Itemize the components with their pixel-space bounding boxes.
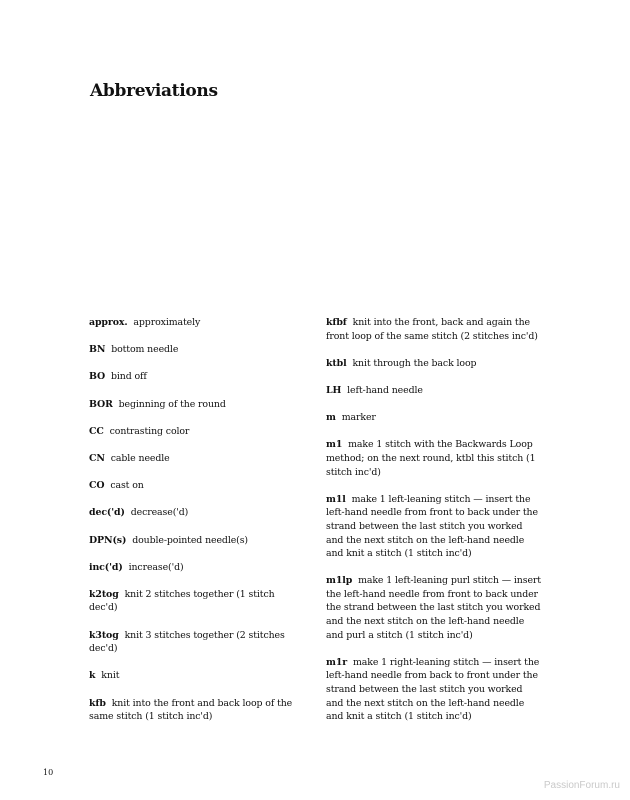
abbreviation-entry [326,384,541,398]
abbreviation-term: CN [89,452,105,464]
abbreviation-definition: knit 3 stitches together (2 stitches dec'd) [89,629,285,655]
abbreviation-entry [89,588,304,615]
abbreviation-definition: make 1 left-leaning stitch — insert the left-hand needle from front to back under the strand between the last stitch you worked and the next stitch on the left-hand needle and knit a stitch (1 stitch inc'd) [326,493,538,560]
abbreviation-term: m [326,412,336,424]
abbreviation-entry [326,574,541,642]
abbreviation-definition: decrease('d) [130,507,189,519]
abbreviation-entry [326,438,541,479]
abbreviation-term: m1 [326,439,343,451]
abbreviation-definition: increase('d) [128,561,184,573]
abbreviation-entry [89,316,304,330]
abbreviation-definition: knit into the front, back and again the front loop of the same stitch (2 stitches inc'd) [326,317,538,342]
abbreviation-definition: bind off [110,371,147,383]
abbreviation-definition: approximately [133,317,201,328]
page-title: Abbreviations [90,81,218,101]
abbreviation-term: DPN(s) [89,534,127,546]
abbreviation-definition: make 1 right-leaning stitch — insert the left-hand needle from back to front under the strand between the last stitch you worked and the next stitch on the left-hand needle and knit a stitch (1 stitch inc'd) [326,656,540,723]
abbreviation-term: BO [89,371,106,383]
abbreviation-entry [326,411,541,425]
abbreviation-entry [89,343,304,357]
abbreviations-left-column [89,316,304,737]
abbreviation-term: m1lp [326,575,353,587]
abbreviations-right-column [326,316,541,737]
abbreviation-entry [89,669,304,683]
abbreviation-term: BN [89,344,106,356]
abbreviation-definition: double-pointed needle(s) [132,534,248,546]
abbreviation-entry [89,425,304,439]
abbreviation-term: k [89,670,96,682]
abbreviation-term: k3tog [89,629,119,641]
abbreviation-term: CO [89,480,105,492]
abbreviation-term: CC [89,425,104,437]
abbreviation-definition: cable needle [110,452,170,464]
abbreviation-definition: knit into the front and back loop of the same stitch (1 stitch inc'd) [89,697,293,723]
abbreviation-definition: make 1 stitch with the Backwards Loop method; on the next round, ktbl this stitch (1 stitch inc'd) [326,439,536,478]
abbreviation-term: m1l [326,493,346,505]
abbreviation-definition: cast on [110,480,144,492]
abbreviation-entry [89,398,304,412]
abbreviation-entry [89,506,304,520]
abbreviation-term: BOR [89,398,113,410]
abbreviation-definition: knit 2 stitches together (1 stitch dec'd) [89,588,275,614]
abbreviation-entry [326,357,541,371]
abbreviation-term: k2tog [89,588,119,600]
abbreviation-entry [326,316,541,343]
abbreviation-term: m1r [326,656,348,668]
abbreviation-term: kfb [89,697,106,709]
abbreviation-term: LH [326,384,342,396]
abbreviation-entry [326,656,541,724]
abbreviation-definition: contrasting color [109,425,190,437]
abbreviation-term: inc('d) [89,561,123,573]
abbreviation-definition: make 1 left-leaning purl stitch — insert the left-hand needle from front to back under the strand between the last stitch you worked and the next stitch on the left-hand needle and purl a stitch (1 stitch inc'd) [326,575,541,641]
abbreviation-entry [89,370,304,384]
abbreviation-entry [326,493,541,561]
abbreviation-definition: bottom needle [111,344,179,356]
abbreviation-term: approx. [89,317,128,328]
abbreviation-definition: left-hand needle [347,384,423,396]
abbreviation-definition: knit through the back loop [352,357,477,369]
abbreviation-entry [89,629,304,656]
page-number: 10 [43,768,54,777]
abbreviation-entry [89,452,304,466]
site-watermark: PassionForum.ru [543,780,620,791]
abbreviation-entry [89,697,304,724]
abbreviation-definition: knit [101,670,120,682]
abbreviation-entry [89,561,304,575]
abbreviation-definition: beginning of the round [118,398,226,410]
abbreviation-term: dec('d) [89,507,125,519]
abbreviation-term: ktbl [326,357,347,369]
abbreviation-entry [89,479,304,493]
abbreviation-definition: marker [341,412,376,424]
abbreviation-term: kfbf [326,317,347,328]
abbreviation-entry [89,534,304,548]
